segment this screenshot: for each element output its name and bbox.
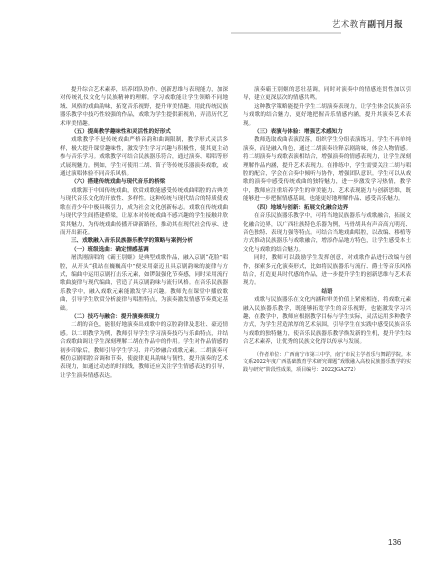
body-paragraph: 演奏霸王别姬的悲壮基调，同时对演奏中的情感连贯性加以引导，建立更深层次的情感共鸣。 bbox=[243, 87, 411, 102]
section-heading: 结语 bbox=[321, 288, 333, 295]
body-paragraph: 戏歌源于中国传统戏曲，欣赏戏歌能感受传统戏曲唱腔的古典美与现代音乐文化的开放性、多样性。这种传统与现代结合的特质使戏歌在青少年中极具吸引力，成为社会文化创新标志。戏歌在传统戏曲与现代学生间搭建桥梁，让原本对传统戏曲不感兴趣的学生接触并欣赏其魅力，为传统戏曲传播开辟新路径，推动其在现代社会传承、进而开出新花。 bbox=[60, 187, 228, 236]
section-heading: （六）搭建传统戏曲与现代音乐的桥梁 bbox=[71, 179, 166, 186]
section-heading: （五）提高教学趣味性和灵活性的好形式 bbox=[71, 129, 171, 136]
section-heading: （三）表演与体验：增强艺术感知力 bbox=[254, 129, 343, 136]
header-divider bbox=[231, 32, 341, 34]
page-number: 136 bbox=[388, 538, 402, 547]
running-header bbox=[0, 14, 403, 38]
section-heading: （二）技巧与融合：提升演奏表现力 bbox=[71, 313, 160, 320]
magazine-title-bold: 副刊月报 bbox=[367, 20, 403, 30]
body-paragraph: 这种教学策略能提升学生二胡演奏表现力，让学生体会民族音乐与戏歌的结合魅力，更好地把握音乐情感内涵，提升其演奏艺术表现。 bbox=[243, 103, 411, 127]
body-paragraph: 同时，教师可以鼓励学生发挥创意，对戏歌作品进行改编与创作，探索多元化演奏形式，比如将民族器乐与流行、爵士等音乐风格结合，打造更具时代感的作品，进一步提升学生的创新思维与艺术表现力。 bbox=[243, 255, 411, 287]
left-text-column bbox=[60, 86, 228, 380]
magazine-title bbox=[332, 18, 403, 30]
section-heading: （四）地域与创新：拓展文化融合边界 bbox=[254, 204, 349, 211]
author-note: （作者单位：广西南宁市第三中学，南宁市民主学者乐与舞蹈学院。本文系2022年度广西基础教育学术研究课题“戏歌融入高校民族器乐教学的实践与研究”阶段性成果，项目编号：2022JGA272） bbox=[243, 351, 411, 373]
body-paragraph: 提升综合艺术素养，培养团队协作、创新思维与表现能力，加深对传统礼仪文化与民族精神的理解。学习戏歌能让学生领略不同地域、风格的戏曲韵味，拓宽音乐视野，提升审美情趣。用此传统民族器乐教学中技巧性较强的作品，戏歌为学生提供新视角，弄清历代艺术审美情趣。 bbox=[60, 87, 228, 127]
right-text-column bbox=[243, 86, 411, 374]
body-paragraph: 在音乐民族器乐教学中，可将当地民族器乐与戏歌融合，拓展文化融合边界，以广西壮族特色乐器为例，马骨胡具有声音高亢明亮、音色独特、表现力强等特点。可结合当地戏曲唱腔，以改编、移植等方式推动民族器乐与戏歌融合，增添作品地方特色，让学生感受本土文化与戏歌的结合魅力。 bbox=[243, 213, 411, 253]
section-heading: （一）班级选曲：确定情感基调 bbox=[71, 246, 149, 253]
section-heading: 三、戏歌融入音乐民族器乐教学的策略与案例分析 bbox=[71, 238, 194, 245]
body-paragraph: 戏歌与民族器乐在文化内涵和审美价值上紧密相连，将戏歌元素融入民族器乐教学，既能够拓宽学生的音乐视野，也能激发学习兴趣，在教学中，教师应根据教学目标与学生实际，灵活运用多种教学方式，为学生营造浓厚的艺术氛围，引导学生在实践中感受民族音乐与戏歌的独特魅力，使音乐民族器乐教学焕发新的生机，提升学生综合艺术素养，让优秀的民族文化得以传承与发展。 bbox=[243, 297, 411, 346]
body-paragraph: 二胡的音色，能很好地演奏出戏歌中的京腔韵律及悲壮、豪迈情感。以二胡教学为例，教师引导学生学习演奏技巧与乐曲特点，并结合戏歌曲调让学生深刻理解二胡在作品中的作用。学生对作品情感的初步印象后，教师引导学生学习、并巧妙融合戏歌元素。二胡演奏可模仿京剧唱腔音调和节奏，使旋律更具韵味与韧性，提升演奏的艺术表现力，如通过动态的时间线，教师还应关注学生情感表达的引导，让学生演奏情感表达。 bbox=[60, 322, 228, 379]
body-paragraph: 屠洪刚演唱的《霸王别姬》是典型戏歌作品，融入京剧“花脸”唱腔，从开头“我站在巍巍高中”便采用豪迈且具京剧韵味的旋律与方式，编曲中运用京剧打击乐元素，如锣鼓强化节奏感，同时采用流行歌曲旋律与现代编曲，营造了具京剧韵味与流行风格。在音乐民族器乐教学中，融入戏歌元素能激发学习兴趣。教师先在课堂中播放歌曲，引导学生欣赏分析旋律与唱腔特点，为演奏激发情感节奏奠定基础。 bbox=[60, 255, 228, 312]
body-paragraph: 教师选取戏曲表演段落，组织学生分组表演练习。学生不再单纯演奏，而是融入角色，通过二胡演奏诠释京剧韵味，体会人物情感。将二胡演奏与戏歌表演相结合，增强演奏的情感表现力，让学生深刻理解作品内涵，提升艺术表现力。在排练中，学生需要关注二胡与唱腔的配合，学会在合奏中倾听与协作，增强团队意识。学生可以从戏歌的演奏中感受传统戏曲的独特魅力，进一步激发学习热情，教学中，教师应注重培养学生的审美能力、艺术表现能力与创新思维，既能够进一步把握情感基调，也能更好地理解作品、感受音乐魅力。 bbox=[243, 137, 411, 203]
body-paragraph: 戏歌教学不是传统戏曲严格音韵和曲调限制，教学形式灵活多样，极大提升课堂趣味性，激发学生学习兴趣与积极性，使其更主动参与音乐学习。戏歌教学可结合民族器乐符合，通过演奏、唱唱等形式展现魅力。例如，学生可使用二胡、笛子等传统乐器演奏戏歌，或通过演唱体验不同音乐风格。 bbox=[60, 137, 228, 178]
magazine-title-light: 艺术教育 bbox=[331, 20, 368, 30]
